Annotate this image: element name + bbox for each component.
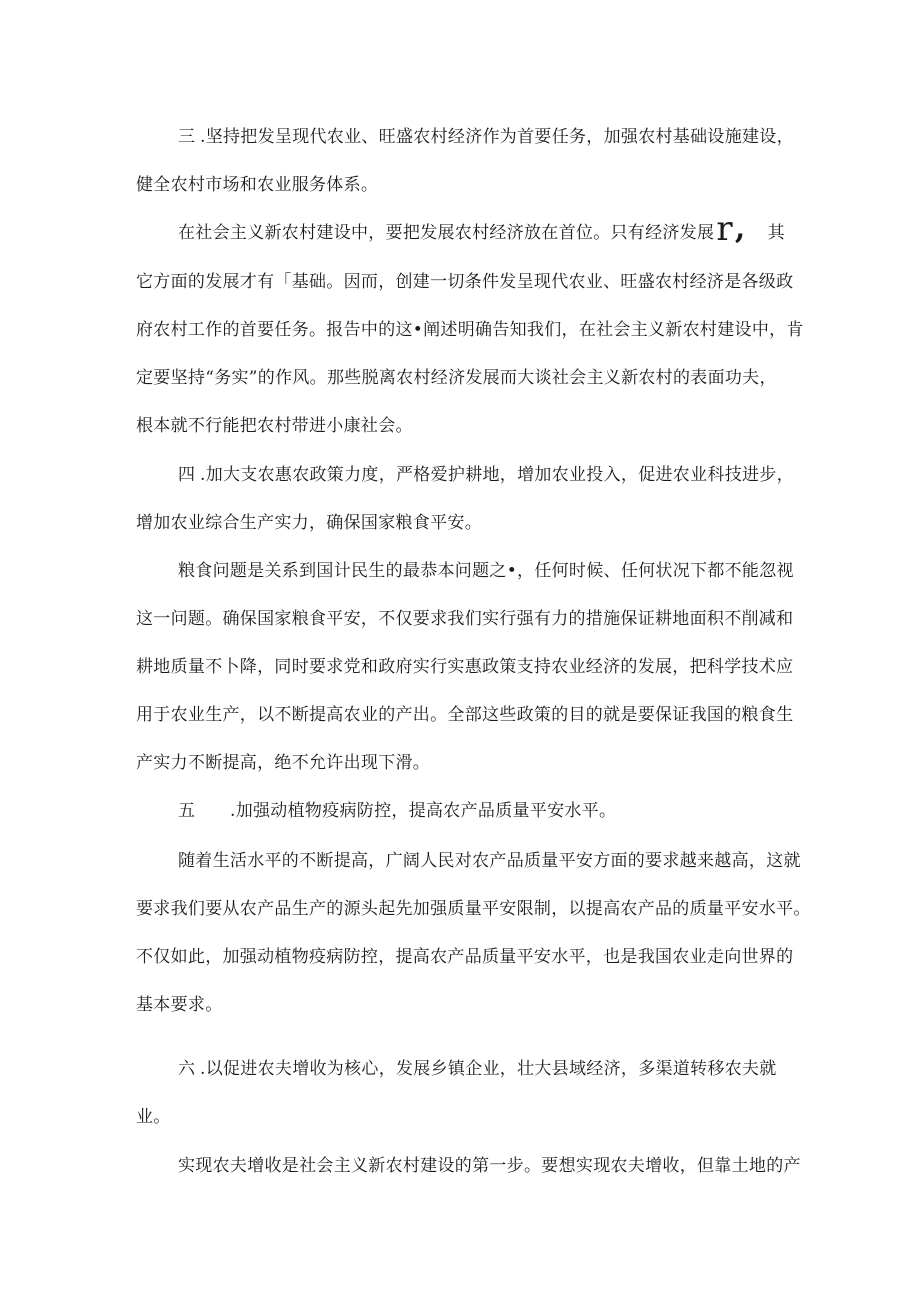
paragraph-line: 随着生活水平的不断提高，广阔人民对农产品质量平安方面的要求越来越高，这就 <box>178 851 801 871</box>
paragraph-line: 它方面的发展才有「基础。因而，创建一切条件发呈现代农业、旺盛农村经济是各级政 <box>136 272 794 292</box>
paragraph-line: 健全农村市场和农业服务体系。 <box>136 175 379 195</box>
section-number: 六 <box>178 1059 196 1079</box>
paragraph-line: 不仅如此，加强动植物疫病防控，提高农产品质量平安水平，也是我国农业走向世界的 <box>136 947 794 967</box>
stray-letter: r <box>716 209 733 249</box>
paragraph-line: 用于农业生产，以不断提高农业的产出。全部这些政策的目的就是要保证我国的粮食生 <box>136 705 794 725</box>
paragraph-line: 要求我们要从农产品生产的源头起先加强质量平安限制，以提高农产品的质量平安水平。 <box>136 899 811 919</box>
paragraph-line: 耕地质量不卜降，同时要求党和政府实行实惠政策支持农业经济的发展，把科学技术应 <box>136 657 794 677</box>
stray-comma: , <box>734 211 746 246</box>
paragraph-line: 五 .加强动植物疫病防控，提高农产品质量平安水平。 <box>178 796 616 821</box>
paragraph-line: 在社会主义新农村建设中，要把发展农村经济放在首位。只有经济发展r, 其 <box>178 209 785 249</box>
paragraph-line: 基本要求。 <box>136 995 223 1015</box>
paragraph-line: 定要坚持“务实”的作风。那些脱离农村经济发展而大谈社会主义新农村的表面功夫， <box>136 368 777 388</box>
section-number: 三 <box>178 127 196 147</box>
paragraph-line: 根本就不行能把农村带进小康社会。 <box>136 416 413 436</box>
paragraph-line: 产实力不断提高，绝不允许出现下滑。 <box>136 753 431 773</box>
paragraph-line: 粮食问题是关系到国计民生的最恭本问题之•，任何时候、任何状况下都不能忽视 <box>178 561 794 581</box>
paragraph-line: 增加农业综合生产实力，确保国家粮食平安。 <box>136 513 482 533</box>
paragraph-line: 实现农夫增收是社会主义新农村建设的第一步。要想实现农夫增收，但靠土地的产 <box>178 1156 801 1176</box>
section-number: 四 <box>178 465 196 485</box>
paragraph-line: 四 .加大支农惠农政策力度，严格爱护耕地，增加农业投入，促进农业科技进步， <box>178 460 794 485</box>
paragraph-line: 业。 <box>136 1107 171 1127</box>
paragraph-line: 府农村工作的首要任务。报告中的这•阐述明确告知我们，在社会主义新农村建设中，肯 <box>136 320 804 340</box>
paragraph-line: 三 .坚持把发呈现代农业、旺盛农村经济作为首要任务，加强农村基础设施建设， <box>178 122 794 147</box>
paragraph-line: 六 .以促进农夫增收为核心，发展乡镇企业，壮大县域经济，多渠道转移农夫就 <box>178 1054 777 1079</box>
paragraph-line: 这一问题。确保国家粮食平安，不仅要求我们实行强有力的措施保证耕地面积不削减和 <box>136 609 794 629</box>
section-number: 五 <box>178 801 196 821</box>
